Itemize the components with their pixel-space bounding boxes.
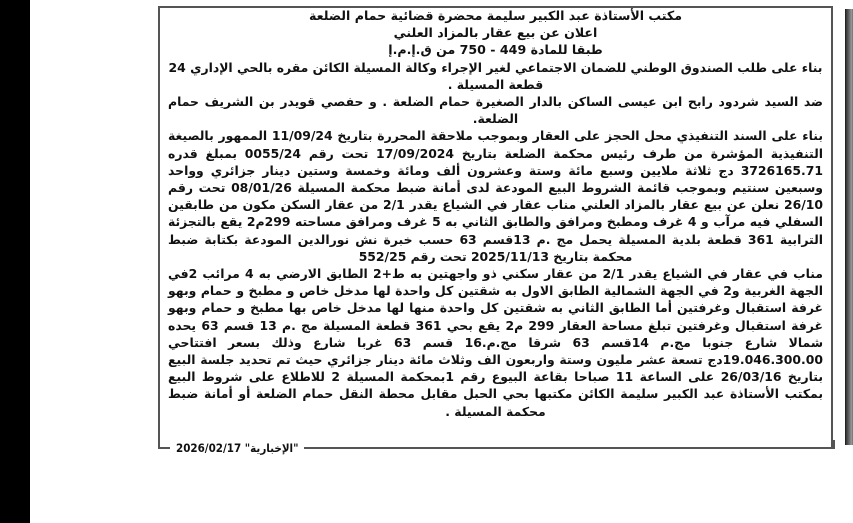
notice-content xyxy=(160,7,831,420)
notice-paragraph-requester: بناء على طلب الصندوق الوطني للضمان الاجتماعي لغير الإجراء وكالة المسيلة الكائن مقره بالحي الإداري 24 قطعة المسيلة . xyxy=(168,59,823,92)
notice-paragraph-second-property: مناب في عقار في الشياع يقدر 2/1 من عقار سكني ذو واجهتين به ط+2 الطابق الارضي به 4 مرائب 2في الجهة الغربية و2 في الجهة الشمالية الطابق الاول به شقتين كل واحدة لها مدخل خاص و مطبخ و حمام وبهو غرفة استقبال وغرفتين أما الطابق الثاني به شقتين كل واحدة منها لها مدخل خاص بها مطبخ و حمام وبهو غرفة استقبال وغرفتين تبلغ مساحة العقار 299 م2 يقع بحي 361 قطعة المسيلة مج .م 13 قسم 63 يحده شمالا شارع جنوبا مج.م 14قسم 63 شرقا مج.م.16 قسم 63 غربا شارع وذلك بسعر افتتاحي 19.046.300.00دج تسعة عشر مليون وستة واربعون الف وثلاث مائة دينار جزائري حيث تم تحديد جلسة البيع بتاريخ 26/03/16 على الساعة 11 صباحا بقاعة البيوع رقم 1بمحكمة المسيلة 2 للاطلاع على شروط البيع بمكتب الأستاذة عبد الكبير سليمة الكائن مكتبها بحي الحبل مقابل محطة النقل حمام الضلعة أو أمانة ضبط محكمة المسيلة . xyxy=(168,266,824,419)
adjacent-photo-edge xyxy=(845,9,853,445)
footer-rule-left xyxy=(158,447,170,449)
footer-rule-right xyxy=(304,447,835,449)
notice-footer xyxy=(158,440,835,456)
notice-paragraph-defendants: ضد السيد شردود رابح ابن عيسى الساكن بالدار الصغيرة حمام الضلعة . و حفصي قويدر بن الشريف حمام الضلعة. xyxy=(168,94,823,127)
footer-date: 2026/02/17 xyxy=(176,441,242,455)
footer-source-date xyxy=(170,441,304,455)
notice-legal-basis: طبقا للمادة 449 - 750 من ق.إ.م.إ xyxy=(388,42,603,58)
notice-paragraph-first-property: بناء على السند التنفيذي محل الحجز على العقار وبموجب ملاحقة المحررة بتاريخ 11/09/24 الممهور بالصيغة التنفيذية المؤشرة من طرف رئيس محكمة الضلعة بتاريخ 17/09/2024 تحت رقم 0055/24 بمبلغ قدره 3726165.71 دج ثلاثة ملايين وسبع مائة وستة وعشرون ألف ومائة وخمسة وستين دينار جزائري وواحد وسبعين سنتيم وبموجب قائمة الشروط البيع المودعة لدى أمانة ضبط محكمة المسيلة 08/01/26 تحت رقم 26/10 نعلن عن بيع عقار بالمزاد العلني مناب عقار في الشياع يقدر 2/1 من عقار السكن مكون من طابقين السفلي فيه مرآب و 4 غرف ومطبخ ومرافق والطابق الثاني به 5 غرف ومرافق مساحته 299م2 يقع بالتجزئة الترابية 361 قطعة بلدية المسيلة يحمل مج .م 13قسم 63 حسب خبرة نش نورالدين المودعة بكتابة ضبط محكمة بتاريخ 2025/11/13 تحت رقم 552/25 xyxy=(168,128,824,264)
legal-notice-box xyxy=(158,6,833,448)
notice-office: مكتب الأستاذة عبد الكبير سليمة محضرة قضائية حمام الضلعة xyxy=(308,8,683,23)
left-black-margin xyxy=(0,0,30,523)
notice-title: اعلان عن بيع عقار بالمزاد العلني xyxy=(393,25,598,41)
footer-source: "الإخبارية" xyxy=(244,441,299,455)
